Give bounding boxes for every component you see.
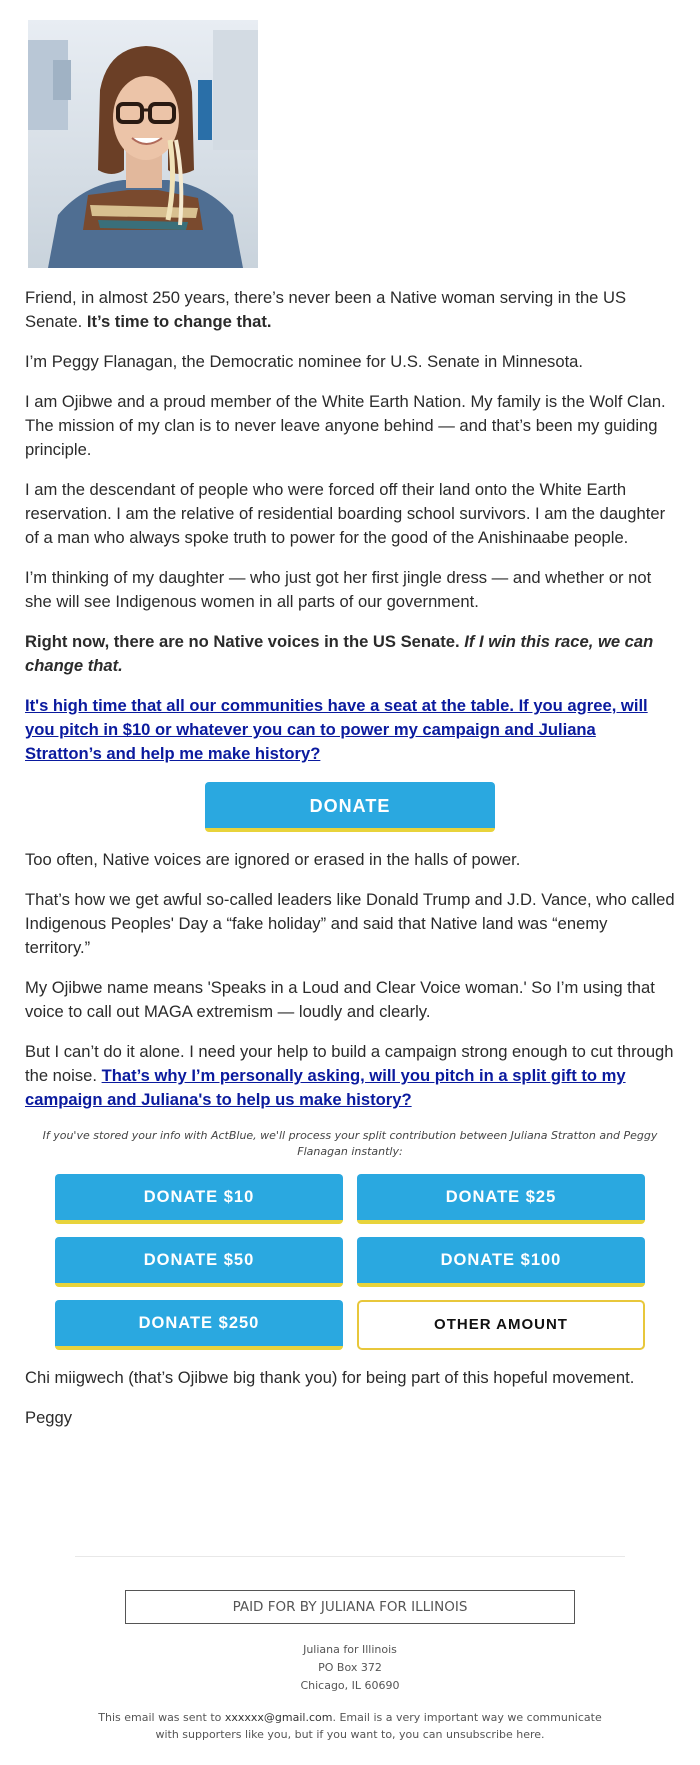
org-name: Juliana for Illinois (303, 1643, 397, 1656)
paragraph-descendant: I am the descendant of people who were forced off their land onto the White Earth reservation. I am the relative of residential boarding school survivors. I am the daughter of a man who always spoke truth to power for the good of the Anishinaabe people. (25, 480, 666, 547)
recipient-email: xxxxxx@gmail.com (224, 1711, 333, 1724)
paragraph-help: But I can’t do it alone. I need your help to build a campaign strong enough to cut through the noise. That’s why I’m personally asking, will you pitch in a split gift to my campaign and Juliana's to help us make history? (25, 1042, 674, 1109)
donate-ask-link[interactable]: It's high time that all our communities have a seat at the table. If you agree, will you pitch in $10 or whatever you can to power my campaign and Juliana Stratton’s and help me make history? (25, 696, 648, 763)
donate-button[interactable]: DONATE (205, 782, 495, 832)
donation-amount-grid (55, 1174, 645, 1350)
paid-for-box: PAID FOR BY JULIANA FOR ILLINOIS (125, 1590, 575, 1624)
paragraph-name-meaning: My Ojibwe name means 'Speaks in a Loud and Clear Voice woman.' So I’m using that voice to call out MAGA extremism — loudly and clearly. (25, 978, 655, 1021)
unsubscribe-text[interactable]: . Email is a very important way we communicate with supporters like you, but if you want to, you can unsubscribe here. (155, 1711, 602, 1741)
paragraph-nominee: I’m Peggy Flanagan, the Democratic nominee for U.S. Senate in Minnesota. (25, 352, 584, 371)
paragraph-daughter: I’m thinking of my daughter — who just got her first jingle dress — and whether or not she will see Indigenous women in all parts of our government. (25, 568, 652, 611)
paragraph-native-voices: Right now, there are no Native voices in the US Senate. If I win this race, we can change that. (25, 632, 654, 675)
other-amount-button[interactable]: OTHER AMOUNT (357, 1300, 645, 1350)
donate-10-button[interactable]: DONATE $10 (55, 1174, 343, 1224)
signoff: Peggy (25, 1408, 73, 1427)
donate-100-button[interactable]: DONATE $100 (357, 1237, 645, 1287)
intro-emphasis: It’s time to change that. (86, 312, 272, 331)
split-gift-link[interactable]: That’s why I’m personally asking, will you pitch in a split gift to my campaign and Juliana's to help us make history? (25, 1066, 626, 1109)
donate-25-button[interactable]: DONATE $25 (357, 1174, 645, 1224)
paragraph-leaders: That’s how we get awful so-called leaders like Donald Trump and J.D. Vance, who called Indigenous Peoples' Day a “fake holiday” and said that Native land was “enemy territory.” (25, 890, 675, 957)
paragraph-thank-you: Chi miigwech (that’s Ojibwe big thank you) for being part of this hopeful movement. (25, 1368, 635, 1387)
city-line: Chicago, IL 60690 (300, 1679, 400, 1692)
actblue-note: If you've stored your info with ActBlue, we'll process your split contribution between Juliana Stratton and Peggy Flanagan instantly: (42, 1129, 658, 1158)
footer-divider (75, 1556, 625, 1557)
po-box: PO Box 372 (318, 1661, 382, 1674)
donate-50-button[interactable]: DONATE $50 (55, 1237, 343, 1287)
email-body (25, 286, 675, 1446)
portrait-image (28, 20, 258, 268)
paragraph-ojibwe: I am Ojibwe and a proud member of the White Earth Nation. My family is the Wolf Clan. The mission of my clan is to never leave anyone behind — and that’s been my guiding principle. (25, 392, 666, 459)
mailing-address (0, 1641, 700, 1695)
paragraph-erased: Too often, Native voices are ignored or erased in the halls of power. (25, 850, 521, 869)
paragraph-intro: Friend, in almost 250 years, there’s never been a Native woman serving in the US Senate. It’s time to change that. (25, 288, 627, 331)
donate-250-button[interactable]: DONATE $250 (55, 1300, 343, 1350)
paragraph-ask (25, 694, 675, 766)
unsubscribe-notice: This email was sent to xxxxxx@gmail.com. Email is a very important way we communicate with supporters like you, but if you want to, you can unsubscribe here. (98, 1711, 602, 1741)
candidate-photo (28, 20, 258, 268)
